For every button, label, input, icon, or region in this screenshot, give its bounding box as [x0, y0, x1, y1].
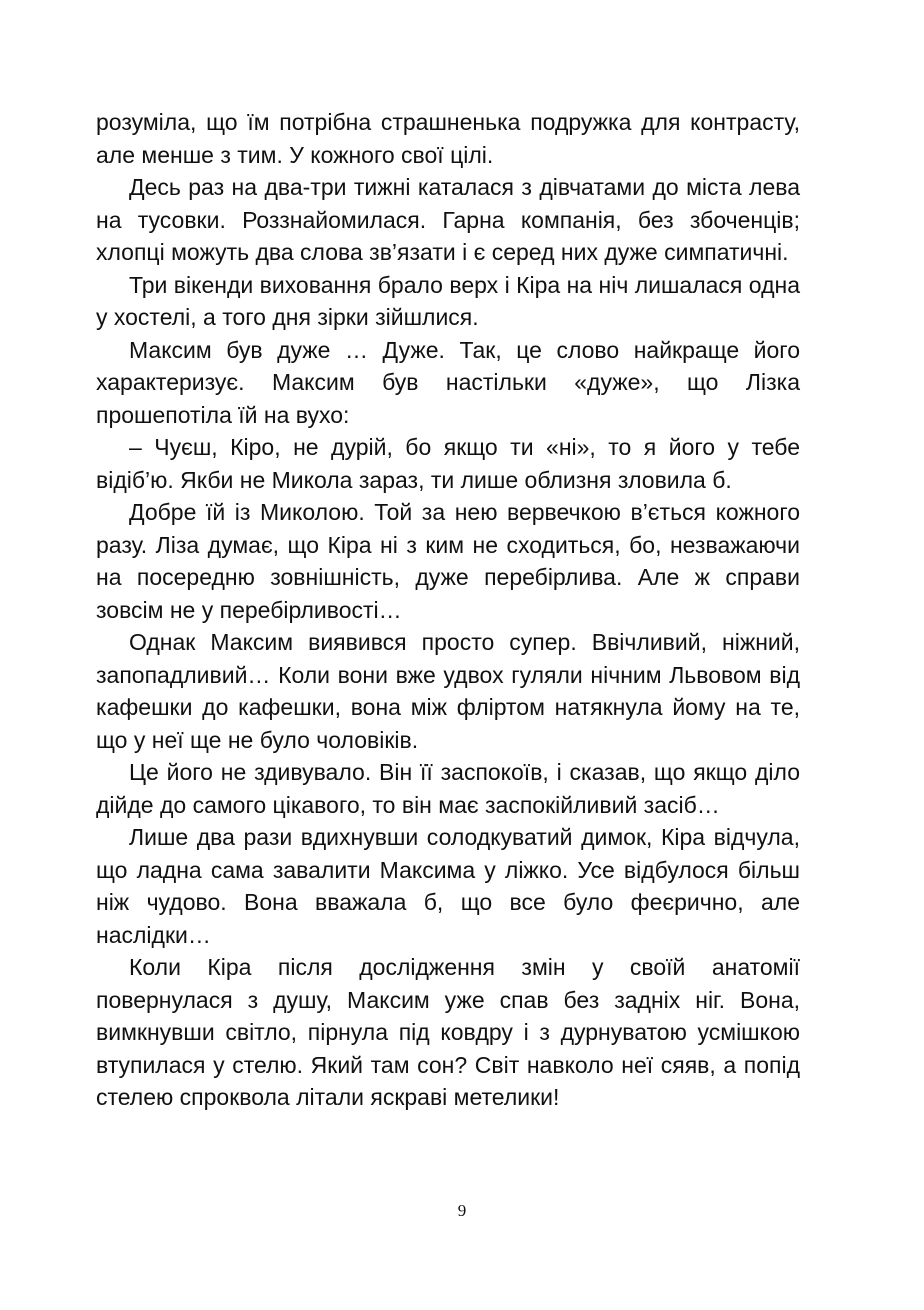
paragraph-6: Добре їй із Миколою. Той за нею вервечкою в’ється кожного разу. Ліза думає, що Кіра ні з ким не сходиться, бо, незважаючи на посередню зовнішність, дуже перебірлива. Але ж справи зовсім не у перебірливості…	[96, 499, 800, 623]
paragraph-1: розуміла, що їм потрібна страшненька подружка для контрасту, але менше з тим. У кожного свої цілі.	[96, 109, 800, 168]
paragraph-9: Лише два рази вдихнувши солодкуватий димок, Кіра відчула, що ладна сама завалити Максима у ліжко. Усе відбулося більш ніж чудово. Вона вважала б, що все було феєрично, але наслідки…	[96, 824, 800, 948]
paragraph-3: Три вікенди виховання брало верх і Кіра на ніч лишалася одна у хостелі, а того дня зірки зійшлися.	[96, 271, 800, 330]
paragraph-10: Коли Кіра після дослідження змін у своїй анатомії повернулася з душу, Максим уже спав без задніх ніг. Вона, вимкнувши світло, пірнула під ковдру і з дурнуватою усмішкою втупилася у стелю. Який там сон? Світ навколо неї сяяв, а попід стелею спроквола літали яскраві метелики!	[96, 954, 800, 1110]
body-text	[96, 106, 800, 1114]
paragraph-5: – Чуєш, Кіро, не дурій, бо якщо ти «ні», то я його у тебе відіб’ю. Якби не Микола зараз, ти лише облизня зловила б.	[96, 434, 800, 493]
paragraph-8: Це його не здивувало. Він її заспокоїв, і сказав, що якщо діло дійде до самого цікавого, то він має заспокійливий засіб…	[96, 759, 800, 818]
paragraph-2: Десь раз на два-три тижні каталася з дівчатами до міста лева на тусовки. Роззнайомилася. Гарна компанія, без збоченців; хлопці можуть два слова зв’язати і є серед них дуже симпатичні.	[96, 174, 800, 265]
page-number: 9	[457, 1201, 467, 1220]
paragraph-7: Однак Максим виявився просто супер. Ввічливий, ніжний, запопадливий… Коли вони вже удвох гуляли нічним Львовом від кафешки до кафешки, вона між фліртом натякнула йому на те, що у неї ще не було чоловіків.	[96, 629, 800, 753]
paragraph-4: Максим був дуже … Дуже. Так, це слово найкраще його характеризує. Максим був настільки «дуже», що Лізка прошепотіла їй на вухо:	[96, 336, 800, 428]
